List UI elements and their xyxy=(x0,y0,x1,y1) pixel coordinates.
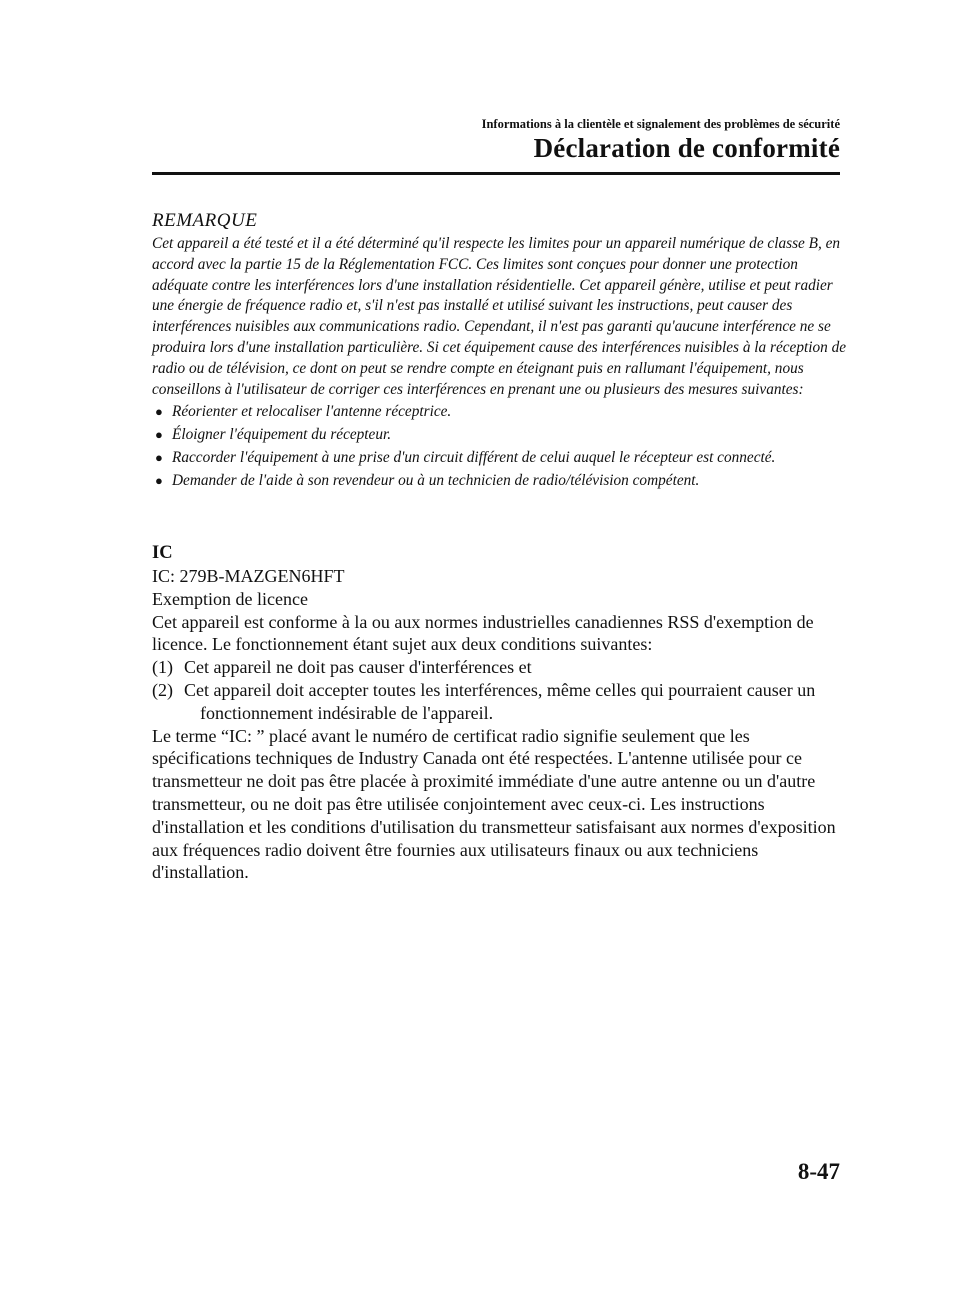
note-heading: REMARQUE xyxy=(152,210,258,231)
header-rule xyxy=(152,172,840,175)
list-item xyxy=(152,679,844,725)
list-item: ● Éloigner l'équipement du récepteur. xyxy=(152,423,852,446)
condition-text: Cet appareil ne doit pas causer d'interférences et xyxy=(184,657,532,678)
condition-text: Cet appareil doit accepter toutes les interférences, même celles qui pourraient causer un xyxy=(184,679,816,700)
condition-text-continued: fonctionnement indésirable de l'appareil. xyxy=(200,702,494,723)
list-item: ● Raccorder l'équipement à une prise d'un circuit différent de celui auquel le récepteur est connecté. xyxy=(152,446,852,469)
list-item: ● Demander de l'aide à son revendeur ou à un technicien de radio/télévision compétent. xyxy=(152,469,852,492)
list-item: ● Réorienter et relocaliser l'antenne réceptrice. xyxy=(152,400,852,423)
bullet-icon: ● xyxy=(155,473,163,489)
ic-intro: Cet appareil est conforme à la ou aux normes industrielles canadiennes RSS d'exemption de licence. Le fonctionnement étant sujet aux deux conditions suivantes: xyxy=(152,611,814,655)
page-number: 8-47 xyxy=(797,1159,840,1184)
section-title: Déclaration de conformité xyxy=(533,133,840,163)
ic-conditions xyxy=(152,656,844,724)
bullet-icon: ● xyxy=(155,450,163,466)
condition-number: (2) xyxy=(152,679,173,700)
ic-id-line: IC: 279B-MAZGEN6HFT xyxy=(152,566,345,586)
note-body: Cet appareil a été testé et il a été déterminé qu'il respecte les limites pour un appareil numérique de classe B, en accord avec la partie 15 de la Réglementation FCC. Ces limites sont conçues pour donner une protection adéquate contre les interférences lors d'une installation résidentielle. Cet appareil génère, utilise et peut radier une énergie de fréquence radio et, s'il n'est pas installé et utilisé suivant les instructions, peut causer des interférences nuisibles aux communications radio. Cependant, il n'est pas garanti qu'aucune interférence ne se produira lors d'une installation particulière. Si cet équipement cause des interférences nuisibles à la réception de radio ou de télévision, ce dont on peut se rendre compte en éteignant puis en rallumant l'équipement, nous conseillons à l'utilisateur de corriger ces interférences en prenant une ou plusieurs des mesures suivantes: xyxy=(152,235,847,398)
ic-section xyxy=(152,541,844,884)
section-subtitle: Informations à la clientèle et signalement des problèmes de sécurité xyxy=(481,117,840,131)
bullet-icon: ● xyxy=(155,404,163,420)
ic-heading: IC xyxy=(152,543,173,563)
ic-closing: Le terme “IC: ” placé avant le numéro de certificat radio signifie seulement que les spécifications techniques de Industry Canada ont été respectées. L'antenne utilisée pour ce transmetteur ne doit pas être placée à proximité immédiate d'une autre antenne ou un d'autre transmetteur, ou ne doit pas être utilisée conjointement avec ceux-ci. Les instructions d'installation et les conditions d'utilisation du transmetteur satisfaisant aux normes d'exposition aux fréquences radio doivent être fournies aux utilisateurs finaux ou aux techniciens d'installation. xyxy=(152,725,836,883)
note-list xyxy=(152,400,852,492)
ic-exemption: Exemption de licence xyxy=(152,588,308,609)
condition-number: (1) xyxy=(152,657,173,678)
list-item xyxy=(152,656,844,679)
note-block xyxy=(152,208,852,492)
bullet-icon: ● xyxy=(155,427,163,443)
